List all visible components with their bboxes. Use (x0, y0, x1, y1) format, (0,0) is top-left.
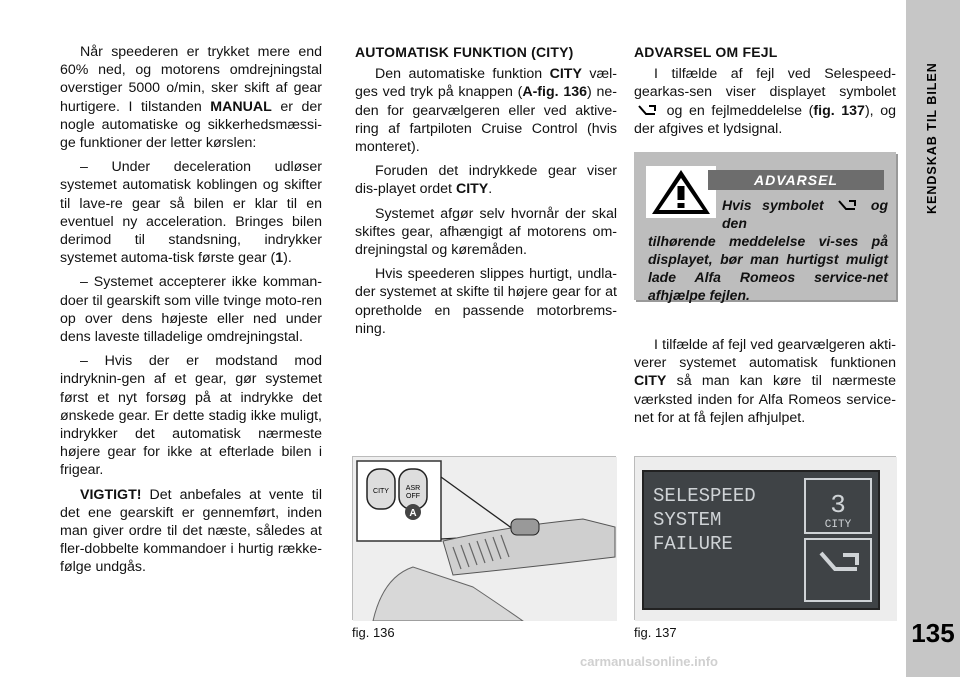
gear-selector-illustration (353, 457, 617, 621)
display-illustration (635, 457, 897, 621)
paragraph: Den automatiske funktion CITY væl-ges ved tryk på knappen (A-fig. 136) ne-den for gearvælgeren eller ved aktive-ring af fartpiloten Cruise Control (hvis monteret). (355, 66, 618, 156)
city-button-label: CITY (373, 488, 389, 495)
section-heading: AUTOMATISK FUNKTION (CITY) (355, 44, 574, 60)
display-line-3: FAILURE (653, 533, 733, 555)
section-title: KENDSKAB TIL BILEN (925, 62, 939, 214)
footer-watermark: carmanualsonline.info (580, 654, 718, 669)
warning-text: Hvis symbolet og den tilhørende meddelelse vi-ses på displayet, bør man hurtigst muligt lade Alfa Romeos service-net afhjælpe fejlen. (648, 197, 889, 303)
page-number: 135 (911, 618, 955, 648)
gearbox-fault-icon (837, 199, 857, 213)
display-line-1: SELESPEED (653, 485, 756, 507)
paragraph: VIGTIGT! Det anbefales at vente til det ene gearskift er gennemført, inden man giver ordre til det næste, således at fler-dobbelte kommandoer i hurtig række-følge undgås. (60, 486, 322, 576)
figure-136 (352, 456, 616, 620)
gearbox-fault-icon (637, 104, 657, 118)
section-heading: ADVARSEL OM FEJL (634, 44, 778, 60)
callout-a: A (409, 508, 417, 519)
warning-title: ADVARSEL (708, 170, 884, 190)
figure-caption: fig. 137 (634, 625, 677, 640)
column-3 (634, 43, 896, 144)
paragraph: – Under deceleration udløser systemet automatisk koblingen og skifter til lave-re gear så bilen er klar til en eventuel ny acceleration. Bringes bilen derimod til standsning, indrykker systemet automa-tisk første gear (1). (60, 159, 322, 267)
paragraph: Foruden det indrykkede gear viser dis-playet ordet CITY. (355, 163, 617, 198)
column-3-lower (634, 336, 896, 433)
paragraph: I tilfælde af fejl ved gearvælgeren akti-verer systemet automatisk funktionen CITY så man kan køre til nærmeste værksted inden for Alfa Romeos service-net for at få fejlen afhjulpet. (634, 337, 896, 426)
paragraph: – Systemet accepterer ikke komman-doer til gearskift som ville tvinge moto-ren op over dens højeste eller ned under dens laveste tilladelige omdrejningstal. (60, 274, 322, 346)
display-mode: CITY (824, 519, 852, 531)
figure-caption: fig. 136 (352, 625, 395, 640)
asr-button-label-2: OFF (406, 493, 420, 500)
paragraph: – Hvis der er modstand mod indryknin-gen af et gear, gør systemet først et nyt forsøg på at indrykke det ønskede gear. Er dette stadig ikke muligt, indrykker det automatisk nærmeste højere gear for ikke at efterlade bilen i frigear. (60, 353, 322, 479)
display-gear: 3 (830, 490, 846, 520)
display-line-2: SYSTEM (653, 509, 722, 531)
paragraph: I tilfælde af fejl ved Selespeed-gearkas-sen viser displayet symbolet og en fejlmeddelelse (fig. 137), og der afgives et lydsignal. (634, 66, 897, 137)
paragraph: Systemet afgør selv hvornår der skal skiftes gear, afhængigt af motorens om-drejningstal og køremåden. (355, 205, 617, 259)
warning-box (634, 152, 896, 303)
paragraph: Når speederen er trykket mere end 60% ned, og motorens omdrejningstal overstiger 5000 o/min, sker skift af gear hurtigere. I tilstanden MANUAL er der nogle automatiske og sikkerhedsmæssi-ge funktioner der letter kørslen: (60, 44, 323, 152)
column-2 (355, 43, 617, 344)
paragraph: Hvis speederen slippes hurtigt, undla-der systemet at skifte til højere gear for at opretholde en passende motorbrems-ning. (355, 266, 617, 337)
asr-button-label: ASR (405, 485, 421, 492)
section-sidebar (906, 0, 960, 677)
figure-137 (634, 456, 896, 620)
column-1 (60, 43, 322, 583)
